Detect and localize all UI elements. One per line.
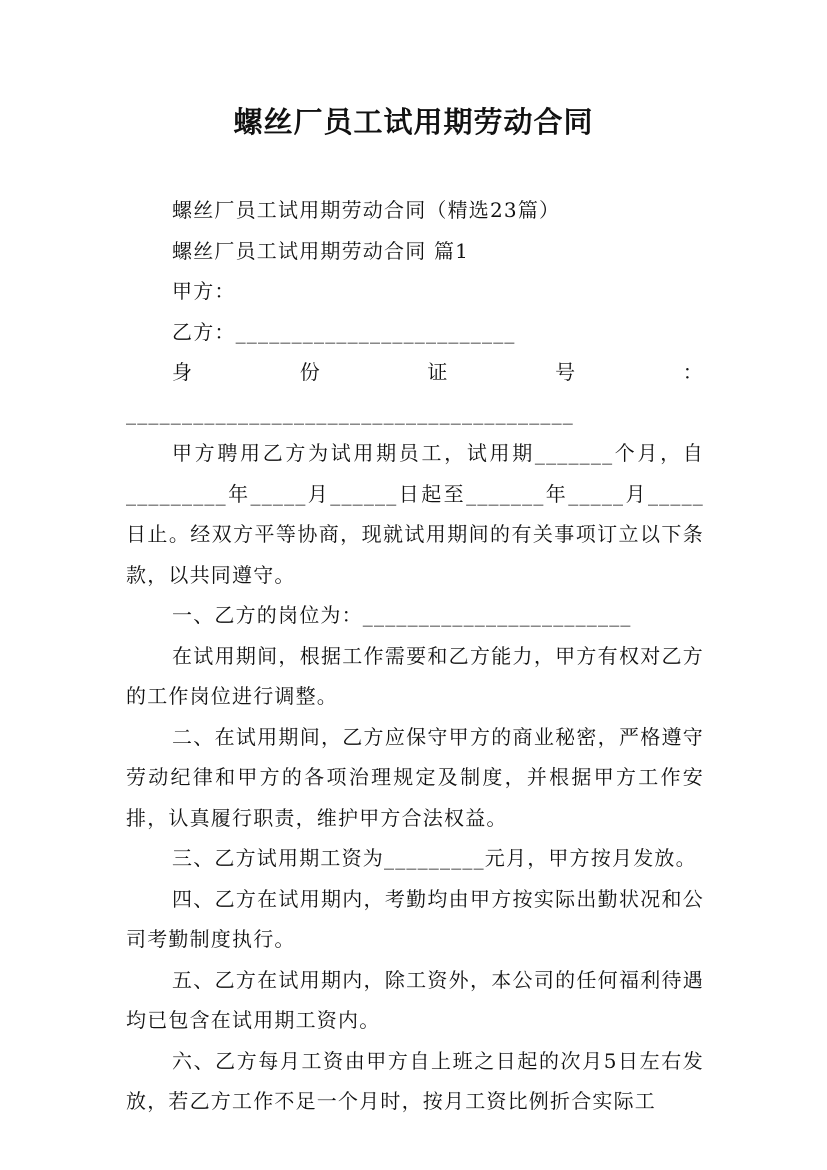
paragraph-clause-4: 四、乙方在试用期内，考勤均由甲方按实际出勤状况和公司考勤制度执行。 xyxy=(126,886,704,951)
document-title: 螺丝厂员工试用期劳动合同 xyxy=(233,105,594,139)
paragraph-clause-5: 五、乙方在试用期内，除工资外，本公司的任何福利待遇均已包含在试用期工资内。 xyxy=(126,967,704,1032)
document-body xyxy=(126,190,704,1122)
paragraph-probation-period: 甲方聘用乙方为试用期员工，试用期_______个月，自_________年_____月______日起至_______年_____月_____日止。经双方平等协商，现就试用期间的有关事项订立以下条款，以共同遵守。 xyxy=(126,441,704,587)
paragraph-party-b: 乙方：_________________________ xyxy=(172,319,516,344)
paragraph-id-number: 身份证号：________________________________________ xyxy=(126,360,704,425)
paragraph-clause-6: 六、乙方每月工资由甲方自上班之日起的次月5日左右发放，若乙方工作不足一个月时，按月工资比例折合实际工 xyxy=(126,1048,704,1113)
paragraph-subtitle: 螺丝厂员工试用期劳动合同（精选23篇） xyxy=(172,198,561,222)
paragraph-clause-1: 一、乙方的岗位为：________________________ xyxy=(172,603,632,627)
paragraph-party-a: 甲方： xyxy=(172,279,236,303)
paragraph-clause-2: 二、在试用期间，乙方应保守甲方的商业秘密，严格遵守劳动纪律和甲方的各项治理规定及制度，并根据甲方工作安排，认真履行职责，维护甲方合法权益。 xyxy=(126,724,704,830)
paragraph-section-heading: 螺丝厂员工试用期劳动合同 篇1 xyxy=(172,238,470,263)
paragraph-clause-3: 三、乙方试用期工资为_________元月，甲方按月发放。 xyxy=(172,846,697,870)
paragraph-clause-1-detail: 在试用期间，根据工作需要和乙方能力，甲方有权对乙方的工作岗位进行调整。 xyxy=(126,643,704,708)
